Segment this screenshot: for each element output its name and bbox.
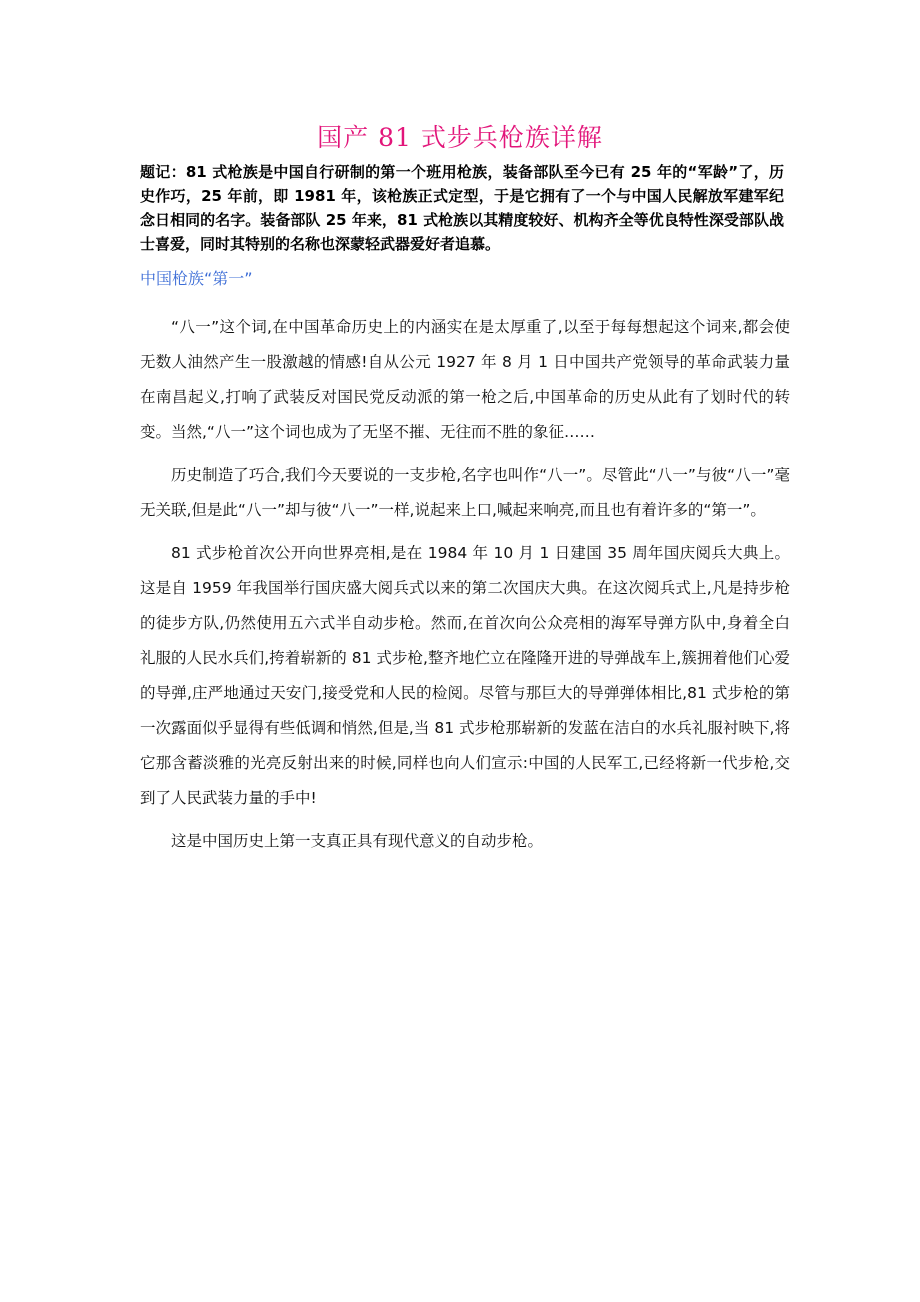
paragraph-1: “八一”这个词,在中国革命历史上的内涵实在是太厚重了,以至于每每想起这个词来,都会使无数人油然产生一股激越的情感!自从公元 1927 年 8 月 1 日中国共产党领导的革命武装力量在南昌起义,打响了武装反对国民党反动派的第一枪之后,中国革命的历史从此有了划时代的转变。当然,“八一”这个词也成为了无坚不摧、无往而不胜的象征……: [140, 318, 790, 441]
section-heading: 中国枪族“第一”: [140, 269, 253, 288]
paragraph-2: 历史制造了巧合,我们今天要说的一支步枪,名字也叫作“八一”。尽管此“八一”与彼“八一”毫无关联,但是此“八一”却与彼“八一”一样,说起来上口,喊起来响亮,而且也有着许多的“第一”。: [140, 466, 790, 519]
paragraph-4: 这是中国历史上第一支真正具有现代意义的自动步枪。: [171, 832, 544, 850]
article-body: [140, 310, 790, 867]
preface-note: 题记：81 式枪族是中国自行研制的第一个班用枪族，装备部队至今已有 25 年的“军龄”了，历史作巧，25 年前，即 1981 年，该枪族正式定型，于是它拥有了一个与中国人民解放军建军纪念日相同的名字。装备部队 25 年来，81 式枪族以其精度较好、机构齐全等优良特性深受部队战士喜爱，同时其特别的名称也深蒙轻武器爱好者追慕。: [140, 163, 784, 253]
document-title: 国产 81 式步兵枪族详解: [317, 123, 603, 152]
paragraph-3: 81 式步枪首次公开向世界亮相,是在 1984 年 10 月 1 日建国 35 周年国庆阅兵大典上。这是自 1959 年我国举行国庆盛大阅兵式以来的第二次国庆大典。在这次阅兵式上,凡是持步枪的徒步方队,仍然使用五六式半自动步枪。然而,在首次向公众亮相的海军导弹方队中,身着全白礼服的人民水兵们,挎着崭新的 81 式步枪,整齐地伫立在隆隆开进的导弹战车上,簇拥着他们心爱的导弹,庄严地通过天安门,接受党和人民的检阅。尽管与那巨大的导弹弹体相比,81 式步枪的第一次露面似乎显得有些低调和悄然,但是,当 81 式步枪那崭新的发蓝在洁白的水兵礼服衬映下,将它那含蓄淡雅的光亮反射出来的时候,同样也向人们宣示:中国的人民军工,已经将新一代步枪,交到了人民武装力量的手中!: [140, 544, 790, 807]
